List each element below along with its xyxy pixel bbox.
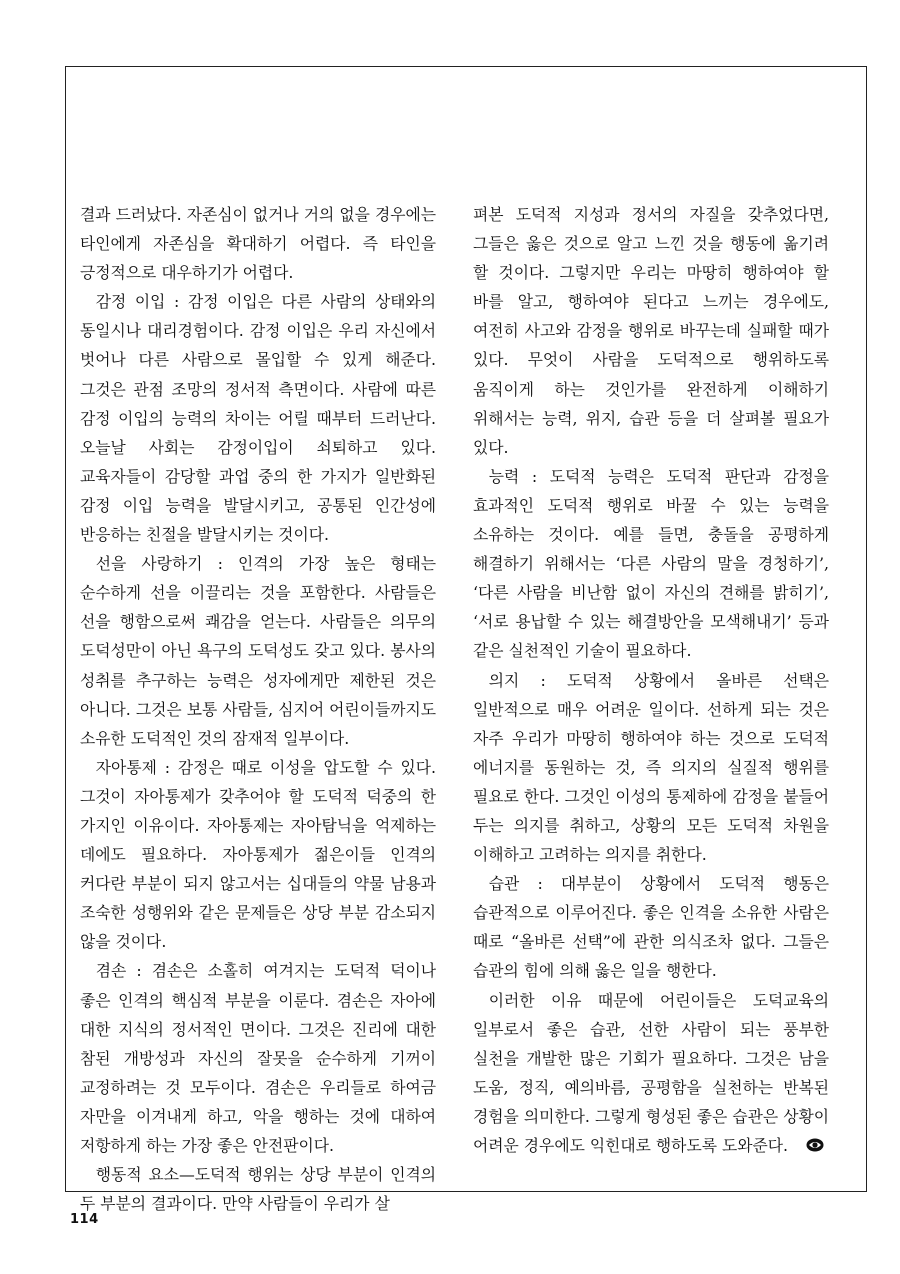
paragraph: 선을 사랑하기 : 인격의 가장 높은 형태는 순수하게 선을 이끌리는 것을 포함한다. 사람들은 선을 행함으로써 쾌감을 얻는다. 사람들은 의무의 도덕성만이 아닌 욕구의 도덕성도 갖고 있다. 봉사의 성취를 추구하는 능력은 성자에게만 제한된 것은 아니다. 그것은 보통 사람들, 심지어 어린이들까지도 소유한 도덕적인 것의 잠재적 일부이다.	[80, 554, 436, 748]
paragraph: 자아통제 : 감정은 때로 이성을 압도할 수 있다. 그것이 자아통제가 갖추어야 할 도덕적 덕중의 한 가지인 이유이다. 자아통제는 자아탐닉을 억제하는 데에도 필요하다. 자아통제가 젊은이들 인격의 커다란 부분이 되지 않고서는 십대들의 약물 남용과 조숙한 성행위와 같은 문제들은 상당 부분 감소되지 않을 것이다.	[80, 757, 436, 952]
paragraph: 행동적 요소—도덕적 행위는 상당 부분이 인격의 두 부분의 결과이다. 만약 사람들이 우리가 살	[80, 1165, 436, 1214]
paragraph: 결과 드러났다. 자존심이 없거나 거의 없을 경우에는 타인에게 자존심을 확대하기 어렵다. 즉 타인을 긍정적으로 대우하기가 어렵다.	[80, 205, 436, 283]
paragraph: 펴본 도덕적 지성과 정서의 자질을 갖추었다면, 그들은 옳은 것으로 알고 느낀 것을 행동에 옮기려 할 것이다. 그렇지만 우리는 마땅히 행하여야 할 바를 알고, 행하여야 된다고 느끼는 경우에도, 여전히 사고와 감정을 행위로 바꾸는데 실패할 때가 있다. 무엇이 사람을 도덕적으로 행위하도록 움직이게 하는 것인가를 완전하게 이해하기 위해서는 능력, 위지, 습관 등을 더 살펴볼 필요가 있다.	[473, 205, 829, 457]
paragraph: 습관 : 대부분이 상황에서 도덕적 행동은 습관적으로 이루어진다. 좋은 인격을 소유한 사람은 때로 “올바른 선택”에 관한 의식조차 없다. 그들은 습관의 힘에 의해 옳은 일을 행한다.	[473, 874, 829, 981]
paragraph: 감정 이입 : 감정 이입은 다른 사람의 상태와의 동일시나 대리경험이다. 감정 이입은 우리 자신에서 벗어나 다른 사람으로 몰입할 수 있게 해준다. 그것은 관점 조망의 정서적 측면이다. 사람에 따른 감정 이입의 능력의 차이는 어릴 때부터 드러난다. 오늘날 사회는 감정이입이 쇠퇴하고 있다. 교육자들이 감당할 과업 중의 한 가지가 일반화된 감정 이입 능력을 발달시키고, 공통된 인간성에 반응하는 친절을 발달시키는 것이다.	[80, 292, 436, 545]
paragraph: 의지 : 도덕적 상황에서 올바른 선택은 일반적으로 매우 어려운 일이다. 선하게 되는 것은 자주 우리가 마땅히 행하여야 하는 것으로 도덕적 에너지를 동원하는 것, 즉 의지의 실질적 행위를 필요로 한다. 그것인 이성의 통제하에 감정을 붙들어 두는 의지를 취하고, 상황의 모든 도덕적 차원을 이해하고 고려하는 의지를 취한다.	[473, 670, 829, 865]
page-number: 114	[70, 1212, 99, 1227]
end-of-article-icon	[790, 1132, 824, 1161]
paragraph: 겸손 : 겸손은 소홀히 여겨지는 도덕적 덕이나 좋은 인격의 핵심적 부분을 이룬다. 겸손은 자아에 대한 지식의 정서적인 면이다. 그것은 진리에 대한 참된 개방성과 자신의 잘못을 순수하게 기꺼이 교정하려는 것 모두이다. 겸손은 우리들로 하여금 자만을 이겨내게 하고, 악을 행하는 것에 대하여 저항하게 하는 가장 좋은 안전판이다.	[80, 961, 436, 1155]
paragraph-text: 이러한 이유 때문에 어린이들은 도덕교육의 일부로서 좋은 습관, 선한 사람이 되는 풍부한 실천을 개발한 많은 기회가 필요하다. 그것은 남을 도움, 정직, 예의바름, 공평함을 실천하는 반복된 경험을 의미한다. 그렇게 형성된 좋은 습관은 상황이 어려운 경우에도 익힌대로 행하도록 도와준다.	[473, 990, 829, 1155]
left-column	[80, 200, 436, 1218]
paragraph: 능력 : 도덕적 능력은 도덕적 판단과 감정을 효과적인 도덕적 행위로 바꿀 수 있는 능력을 소유하는 것이다. 예를 들면, 충돌을 공평하게 해결하기 위해서는 ‘다른 사람의 말을 경청하기’, ‘다른 사람을 비난함 없이 자신의 견해를 밝히기’, ‘서로 용납할 수 있는 해결방안을 모색해내기’ 등과 같은 실천적인 기술이 필요하다.	[473, 466, 829, 661]
paragraph-last	[473, 986, 829, 1162]
right-column	[473, 200, 829, 1161]
